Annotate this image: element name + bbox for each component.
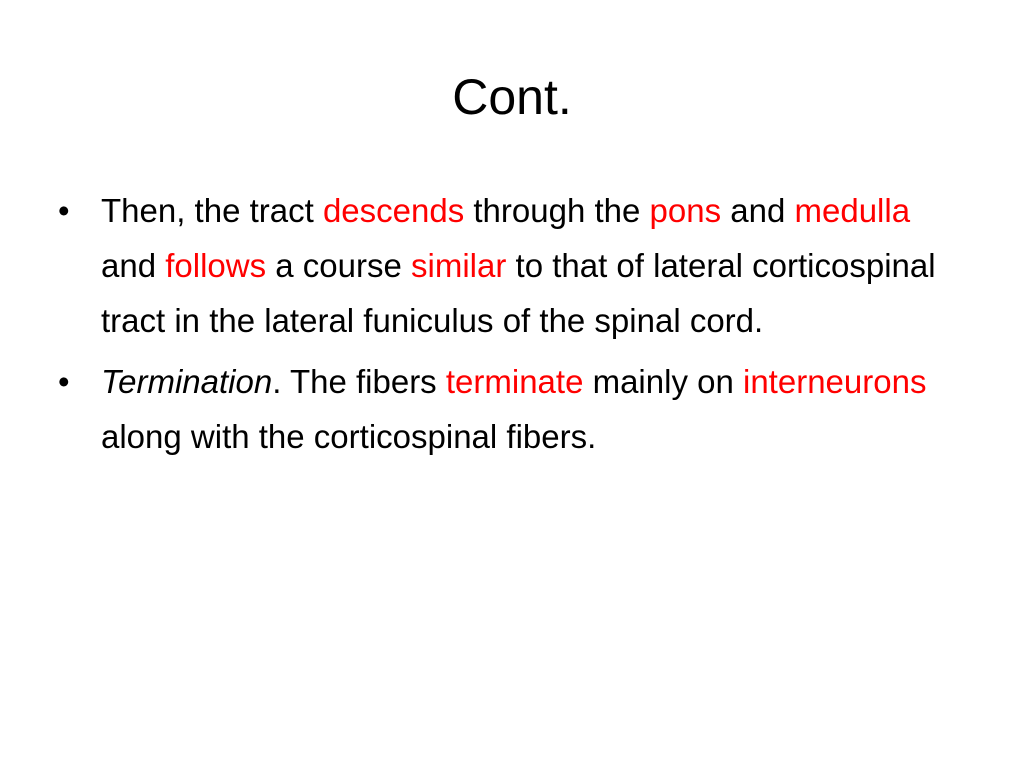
highlighted-term: follows: [165, 247, 267, 284]
bullet-list: [56, 183, 956, 470]
text-run: Then, the tract: [101, 192, 323, 229]
highlighted-term: descends: [322, 192, 465, 229]
text-run: to that of lateral corticospinal tract in the lateral funiculus of the spinal cord.: [101, 247, 936, 339]
bullet-icon: •: [58, 192, 70, 229]
text-run: and: [721, 192, 795, 229]
italic-term: Termination: [101, 363, 273, 400]
text-run: along with the corticospinal fibers.: [101, 418, 597, 455]
highlighted-term: terminate: [445, 363, 584, 400]
highlighted-term: medulla: [794, 192, 911, 229]
bullet-icon: •: [58, 363, 70, 400]
text-run: through the: [464, 192, 650, 229]
highlighted-term: similar: [411, 247, 507, 284]
text-run: mainly on: [583, 363, 743, 400]
text-run: . The fibers: [272, 363, 446, 400]
slide-title: Cont.: [452, 69, 572, 125]
text-run: and: [101, 247, 166, 284]
text-run: a course: [266, 247, 412, 284]
highlighted-term: pons: [649, 192, 722, 229]
bullet-item: [56, 183, 956, 348]
bullet-item: [56, 354, 956, 464]
highlighted-term: interneurons: [743, 363, 927, 400]
